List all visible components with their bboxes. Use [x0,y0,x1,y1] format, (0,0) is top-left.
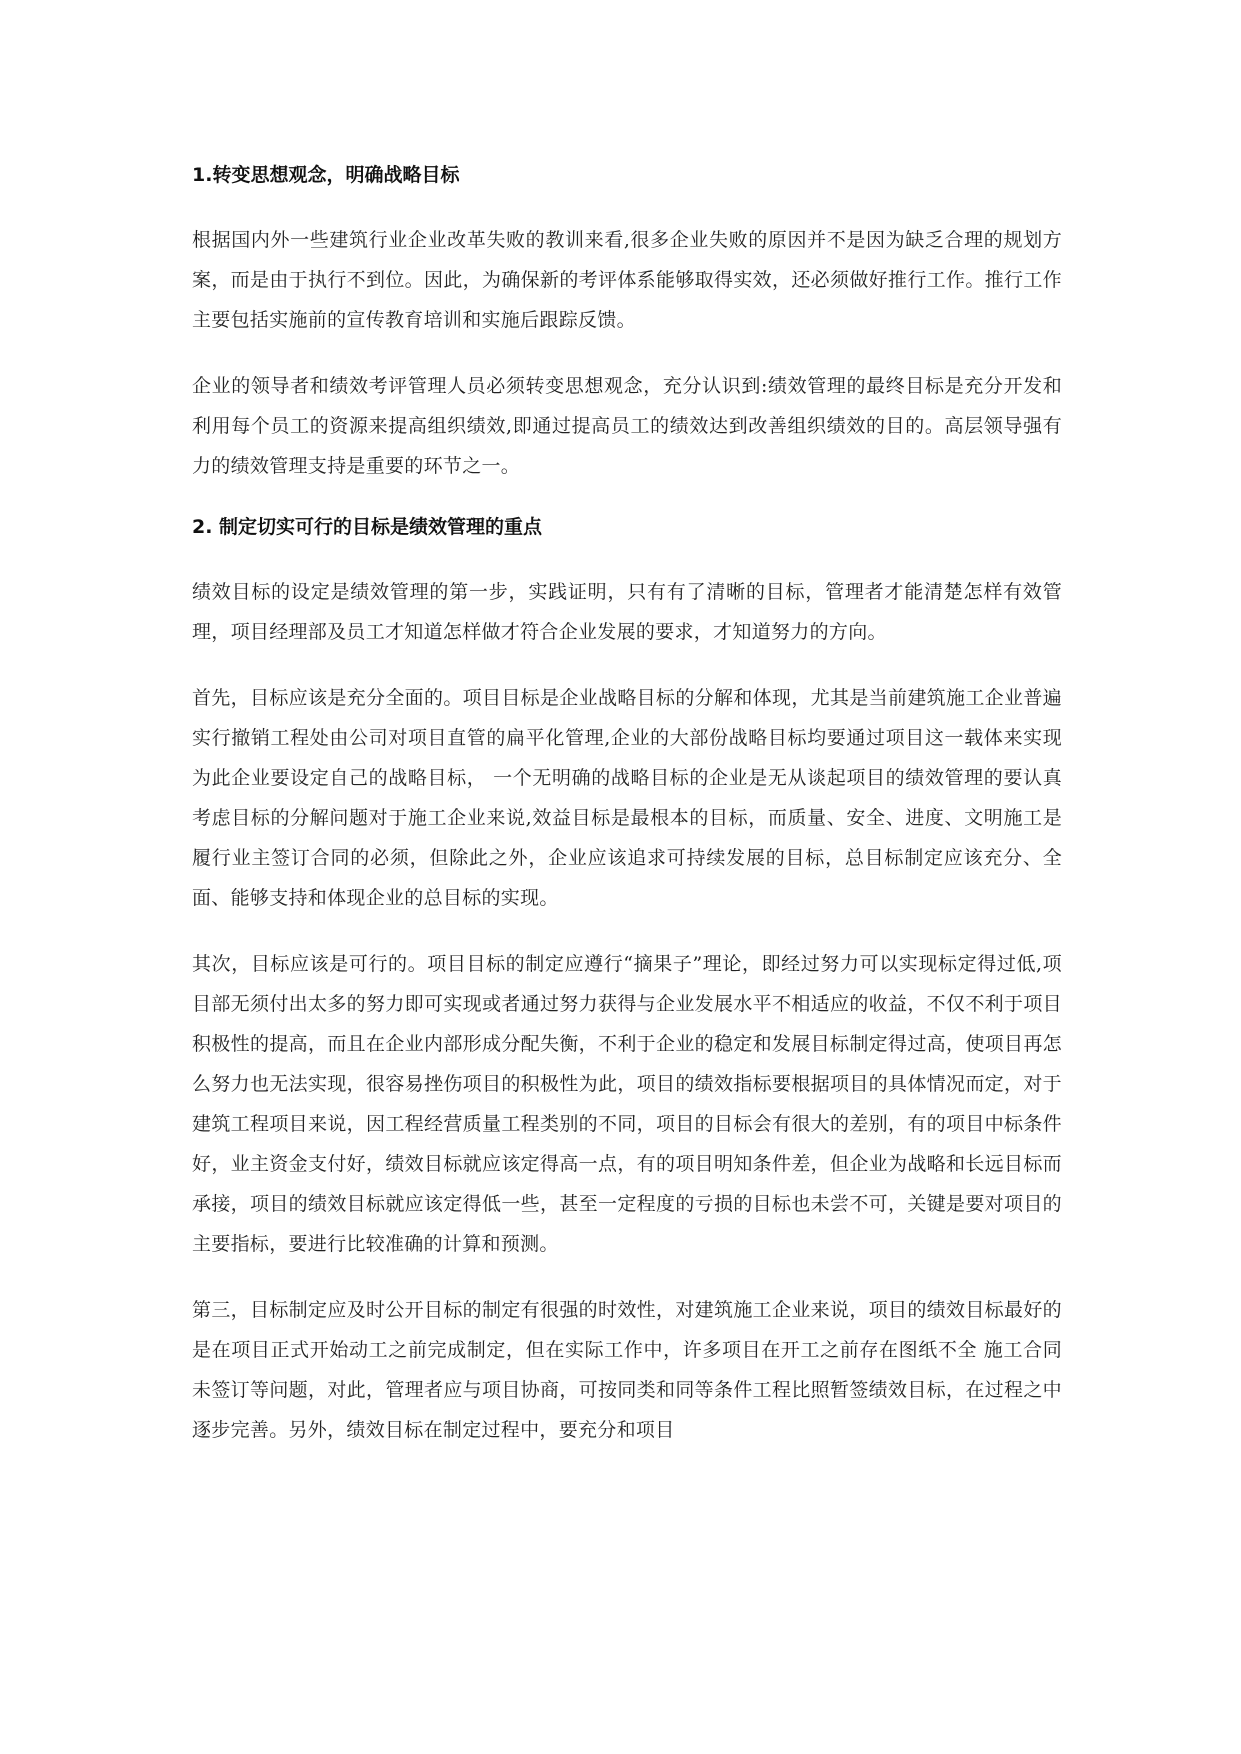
document-page [192,160,1062,1476]
section-2-paragraph-3: 其次，目标应该是可行的。项目目标的制定应遵行“摘果子”理论，即经过努力可以实现标定得过低,项目部无须付出太多的努力即可实现或者通过努力获得与企业发展水平不相适应的收益，不仅不利于项目积极性的提高，而且在企业内部形成分配失衡，不利于企业的稳定和发展目标制定得过高，使项目再怎么努力也无法实现，很容易挫伤项目的积极性为此，项目的绩效指标要根据项目的具体情况而定，对于建筑工程项目来说，因工程经营质量工程类别的不同，项目的目标会有很大的差别，有的项目中标条件好，业主资金支付好，绩效目标就应该定得高一点，有的项目明知条件差，但企业为战略和长远目标而承接，项目的绩效目标就应该定得低一些，甚至一定程度的亏损的目标也未尝不可，关键是要对项目的主要指标，要进行比较准确的计算和预测。 [192,953,1062,1255]
section-1-paragraph-1: 根据国内外一些建筑行业企业改革失败的教训来看,很多企业失败的原因并不是因为缺乏合理的规划方案，而是由于执行不到位。因此，为确保新的考评体系能够取得实效，还必须做好推行工作。推行工作主要包括实施前的宣传教育培训和实施后跟踪反馈。 [192,229,1062,331]
section-1-heading: 1.转变思想观念，明确战略目标 [192,164,460,186]
section-1-paragraph-2: 企业的领导者和绩效考评管理人员必须转变思想观念，充分认识到:绩效管理的最终目标是充分开发和利用每个员工的资源来提高组织绩效,即通过提高员工的绩效达到改善组织绩效的目的。高层领导强有力的绩效管理支持是重要的环节之一。 [192,375,1062,477]
section-2-paragraph-4: 第三，目标制定应及时公开目标的制定有很强的时效性，对建筑施工企业来说，项目的绩效目标最好的是在项目正式开始动工之前完成制定，但在实际工作中，许多项目在开工之前存在图纸不全 施工合同未签订等问题，对此，管理者应与项目协商，可按同类和同等条件工程比照暂签绩效目标，在过程之中逐步完善。另外，绩效目标在制定过程中，要充分和项目 [192,1299,1062,1441]
section-2-paragraph-2: 首先，目标应该是充分全面的。项目目标是企业战略目标的分解和体现，尤其是当前建筑施工企业普遍实行撤销工程处由公司对项目直管的扁平化管理,企业的大部份战略目标均要通过项目这一载体来实现 为此企业要设定自己的战略目标， 一个无明确的战略目标的企业是无从谈起项目的绩效管理的要认真考虑目标的分解问题对于施工企业来说,效益目标是最根本的目标，而质量、安全、进度、文明施工是履行业主签订合同的必须，但除此之外，企业应该追求可持续发展的目标，总目标制定应该充分、全面、能够支持和体现企业的总目标的实现。 [192,687,1062,909]
section-2-heading: 2. 制定切实可行的目标是绩效管理的重点 [192,516,543,538]
section-2-paragraph-1: 绩效目标的设定是绩效管理的第一步，实践证明，只有有了清晰的目标，管理者才能清楚怎样有效管理，项目经理部及员工才知道怎样做才符合企业发展的要求，才知道努力的方向。 [192,581,1062,643]
